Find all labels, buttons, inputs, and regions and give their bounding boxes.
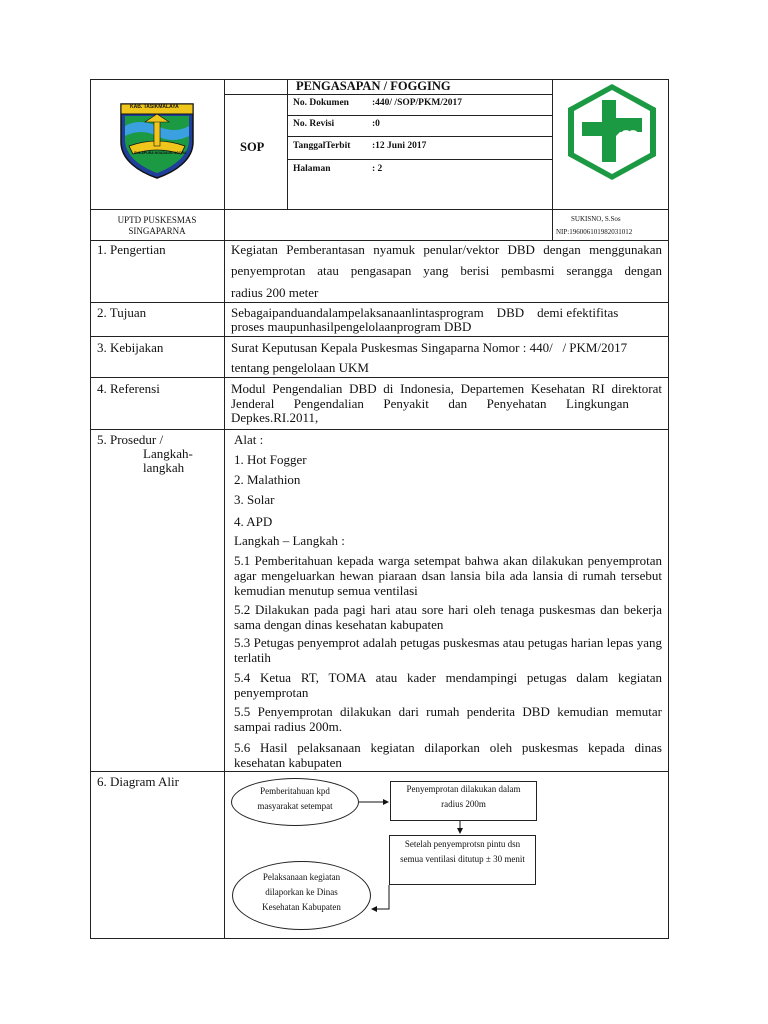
pengertian-line: radius 200 meter [231,285,319,300]
field-value-issue-date: :12 Juni 2017 [372,141,427,151]
divider [287,115,553,116]
emblem-label: KAB. TASIKMALAYA [130,104,179,110]
divider [90,336,669,337]
pengertian-line: penyemprotan atau pengasapan yang berisi pembasmi serangga dengan [231,263,662,278]
divider [224,94,553,95]
field-value-revision: :0 [372,119,380,129]
alat-item: 4. APD [234,514,273,529]
kebijakan-line: tentang pengelolaan UKM [231,360,369,375]
field-value-doc-number: :440/ /SOP/PKM/2017 [372,98,462,108]
puskesmas-logo [560,80,664,184]
referensi-line: Depkes.RI.2011, [231,410,319,425]
step-item: 5.4 Ketua RT, TOMA atau kader mendampingi petugas dalam kegiatan penyemprotan [234,670,662,700]
pengertian-line: Kegiatan Pemberantasan nyamuk penular/vektor DBD dengan menggunakan [231,242,662,257]
tujuan-line: Sebagaipanduandalampelaksanaanlintasprogram DBD demi efektifitas [231,305,619,320]
divider [90,240,669,241]
field-label-page: Halaman [293,164,331,174]
field-label-revision: No. Revisi [293,119,335,129]
alat-item: 2. Malathion [234,472,301,487]
table-border-bottom [90,938,669,939]
emblem-motto: SUKAPURA NGADAUN NGORA [134,151,187,155]
step-item: 5.5 Penyemprotan dilakukan dari rumah penderita DBD kemudian memutar sampai radius 200m. [234,704,662,734]
table-border-right [668,79,669,939]
field-label-doc-number: No. Dokumen [293,98,349,108]
section-label-prosedur-2: Langkah- [143,446,193,461]
flow-arrows [224,772,668,938]
section-label-referensi: 4. Referensi [97,381,160,396]
referensi-line: Jenderal Pengendalian Penyakit dan Penyehatan Lingkungan [231,396,629,411]
org-name-line1: UPTD PUSKESMAS [117,215,197,225]
arrow-vents-to-report [372,885,389,909]
referensi-line: Modul Pengendalian DBD di Indonesia, Departemen Kesehatan RI direktorat [231,381,662,396]
alat-item: 1. Hot Fogger [234,452,307,467]
alat-item: 3. Solar [234,492,275,507]
section-label-diagram: 6. Diagram Alir [97,774,179,789]
alat-title: Alat : [234,432,264,447]
sop-label: SOP [240,140,265,154]
field-value-page: : 2 [372,164,383,174]
divider [287,136,553,137]
signer-nip: NIP:196006101982031012 [556,228,633,236]
tujuan-line: proses maupunhasilpengelolaanprogram DBD [231,319,472,334]
langkah-title: Langkah – Langkah : [234,533,345,548]
flow-node-notify-label: Pemberitahuan kpd masyarakat setempat [257,786,333,811]
section-label-kebijakan: 3. Kebijakan [97,340,164,355]
section-label-pengertian: 1. Pengertian [97,242,166,257]
step-item: 5.2 Dilakukan pada pagi hari atau sore hari oleh tenaga puskesmas dan bekerja sama dengan dinas kesehatan kabupaten [234,602,662,632]
field-label-issue-date: TanggalTerbit [293,141,351,151]
flow-node-report-label: Pelaksanaan kegiatan dilaporkan ke Dinas Kesehatan Kabupaten [262,872,341,912]
divider [90,302,669,303]
flow-node-close-vents-label: Setelah penyemprotsn pintu dsn semua ventilasi ditutup ± 30 menit [400,839,525,864]
flow-node-spray-label: Penyemprotan dilakukan dalam radius 200m [406,784,521,809]
section-label-prosedur-3: langkah [143,460,185,475]
divider [90,377,669,378]
table-border-left [90,79,91,939]
divider [90,429,669,430]
org-name-line2: SINGAPARNA [128,226,186,236]
divider [287,159,553,160]
step-item: 5.6 Hasil pelaksanaan kegiatan dilaporkan oleh puskesmas kepada dinas kesehatan kabupaten [234,740,662,770]
divider [287,79,288,209]
document-title: PENGASAPAN / FOGGING [296,79,451,93]
step-item: 5.1 Pemberitahuan kepada warga setempat bahwa akan dilakukan penyemprotan agar mengeluarkan hewan piaraan dsan lansia bila ada lansia di rumah tersebut kemudian menutup semua ventilasi [234,553,662,598]
kebijakan-line: Surat Keputusan Kepala Puskesmas Singaparna Nomor : 440/ / PKM/2017 [231,340,628,355]
section-label-tujuan: 2. Tujuan [97,305,147,320]
step-item: 5.3 Petugas penyemprot adalah petugas puskesmas atau petugas harian lepas yang terlatih [234,635,662,665]
signer-name: SUKISNO, S.Sos [571,215,621,223]
section-label-prosedur: 5. Prosedur / [97,432,164,447]
divider [90,209,669,210]
